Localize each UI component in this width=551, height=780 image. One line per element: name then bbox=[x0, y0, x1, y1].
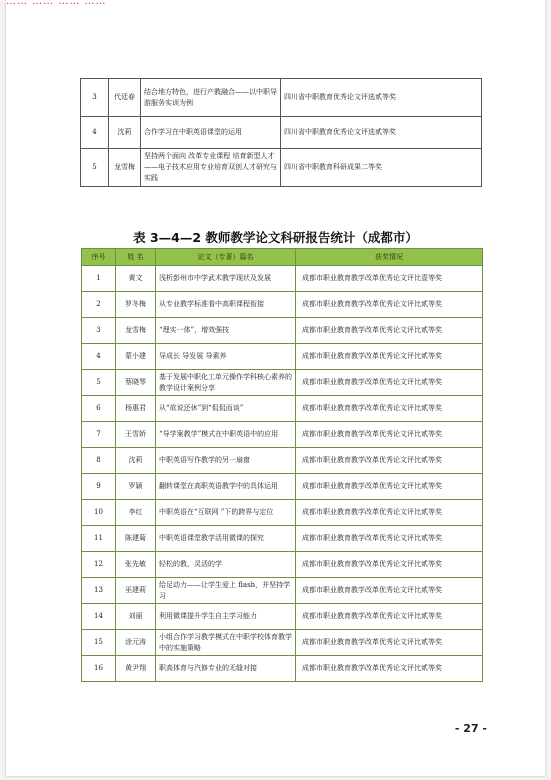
cell-num: 4 bbox=[82, 344, 116, 370]
cell-award: 成都市职业教育教学改革优秀论文评比贰等奖 bbox=[296, 656, 483, 682]
cell-award: 四川省中职教育优秀论文评选贰等奖 bbox=[281, 117, 482, 149]
cell-award: 成都市职业教育教学改革优秀论文评比壹等奖 bbox=[296, 266, 483, 292]
table-row bbox=[82, 448, 483, 474]
cell-name: 黄尹翔 bbox=[116, 656, 156, 682]
cell-num: 13 bbox=[82, 578, 116, 604]
page-number: - 27 - bbox=[454, 722, 487, 735]
chengdu-papers-table bbox=[81, 248, 483, 682]
document-page bbox=[6, 0, 545, 776]
cell-name: 巫建莉 bbox=[116, 578, 156, 604]
header-award: 获奖情况 bbox=[296, 249, 483, 266]
table-row bbox=[82, 552, 483, 578]
cell-num: 1 bbox=[82, 266, 116, 292]
cell-award: 成都市职业教育教学改革优秀论文评比贰等奖 bbox=[296, 630, 483, 656]
page-header-fragment: …… …… …… …… bbox=[6, 0, 107, 7]
cell-title: 结合地方特色，进行产教融合——以中职导游服务实训为例 bbox=[141, 79, 281, 117]
cell-award: 四川省中职教育优秀论文评选贰等奖 bbox=[281, 79, 482, 117]
top-awards-table bbox=[80, 78, 482, 187]
cell-name: 代廷春 bbox=[109, 79, 141, 117]
cell-name: 龙雪梅 bbox=[109, 149, 141, 187]
cell-title: 利用微课提升学生自主学习能力 bbox=[156, 604, 296, 630]
cell-name: 沈莉 bbox=[116, 448, 156, 474]
cell-num: 7 bbox=[82, 422, 116, 448]
cell-award: 成都市职业教育教学改革优秀论文评比贰等奖 bbox=[296, 474, 483, 500]
cell-title: 给足动力——让学生爱上 flash，并坚持学习 bbox=[156, 578, 296, 604]
table-row bbox=[82, 526, 483, 552]
table-row bbox=[82, 604, 483, 630]
header-num: 序号 bbox=[82, 249, 116, 266]
table-row bbox=[81, 149, 482, 187]
table-row bbox=[82, 370, 483, 396]
cell-title: “理实一体”，增效强技 bbox=[156, 318, 296, 344]
cell-num: 4 bbox=[81, 117, 109, 149]
cell-num: 11 bbox=[82, 526, 116, 552]
cell-title: 职高体育与汽修专业的无缝对接 bbox=[156, 656, 296, 682]
table-row bbox=[82, 344, 483, 370]
table-row bbox=[82, 656, 483, 682]
cell-title: 中职英语写作教学的另一扇窗 bbox=[156, 448, 296, 474]
cell-award: 成都市职业教育教学改革优秀论文评比贰等奖 bbox=[296, 500, 483, 526]
cell-title: 从专业教学标准看中高职课程衔接 bbox=[156, 292, 296, 318]
cell-num: 8 bbox=[82, 448, 116, 474]
cell-award: 成都市职业教育教学改革优秀论文评比贰等奖 bbox=[296, 292, 483, 318]
table-row bbox=[81, 117, 482, 149]
table-row bbox=[82, 422, 483, 448]
cell-title: 合作学习在中职英语课堂的运用 bbox=[141, 117, 281, 149]
cell-name: 黄文 bbox=[116, 266, 156, 292]
cell-title: 小组合作学习教学模式在中职学校体育教学中的实施策略 bbox=[156, 630, 296, 656]
cell-title: 轻松的教，灵活的学 bbox=[156, 552, 296, 578]
table-row bbox=[82, 396, 483, 422]
cell-num: 2 bbox=[82, 292, 116, 318]
cell-num: 6 bbox=[82, 396, 116, 422]
cell-title: 坚持两个面向 改革专业课程 培育新型人才——电子技术应用专业培育双创人才研究与实践 bbox=[141, 149, 281, 187]
cell-award: 成都市职业教育教学改革优秀论文评比贰等奖 bbox=[296, 318, 483, 344]
cell-award: 四川省中职教育科研成果二等奖 bbox=[281, 149, 482, 187]
cell-award: 成都市职业教育教学改革优秀论文评比贰等奖 bbox=[296, 526, 483, 552]
cell-name: 陈建菊 bbox=[116, 526, 156, 552]
table-header-row bbox=[82, 249, 483, 266]
cell-award: 成都市职业教育教学改革优秀论文评比贰等奖 bbox=[296, 422, 483, 448]
cell-num: 12 bbox=[82, 552, 116, 578]
header-name: 姓 名 bbox=[116, 249, 156, 266]
cell-name: 张先敏 bbox=[116, 552, 156, 578]
cell-title: 翻转课堂在高职英语教学中的具体运用 bbox=[156, 474, 296, 500]
cell-award: 成都市职业教育教学改革优秀论文评比贰等奖 bbox=[296, 604, 483, 630]
cell-name: 李红 bbox=[116, 500, 156, 526]
cell-num: 15 bbox=[82, 630, 116, 656]
cell-num: 5 bbox=[81, 149, 109, 187]
cell-name: 沈莉 bbox=[109, 117, 141, 149]
cell-award: 成都市职业教育教学改革优秀论文评比贰等奖 bbox=[296, 370, 483, 396]
table-row bbox=[82, 292, 483, 318]
cell-name: 王雪娇 bbox=[116, 422, 156, 448]
cell-num: 3 bbox=[81, 79, 109, 117]
cell-num: 5 bbox=[82, 370, 116, 396]
header-title: 论文（专著）篇名 bbox=[156, 249, 296, 266]
cell-name: 龙雪梅 bbox=[116, 318, 156, 344]
cell-title: 浅析彭州市中学武术教学现状及发展 bbox=[156, 266, 296, 292]
cell-num: 9 bbox=[82, 474, 116, 500]
table-row bbox=[82, 500, 483, 526]
cell-title: 中职英语课堂教学活用微课的探究 bbox=[156, 526, 296, 552]
cell-award: 成都市职业教育教学改革优秀论文评比贰等奖 bbox=[296, 578, 483, 604]
table-row bbox=[81, 79, 482, 117]
table-row bbox=[82, 578, 483, 604]
cell-name: 刘丽 bbox=[116, 604, 156, 630]
cell-num: 16 bbox=[82, 656, 116, 682]
table-row bbox=[82, 630, 483, 656]
cell-title: 中职英语在“互联网 ”下的跨界与定位 bbox=[156, 500, 296, 526]
cell-title: 基于发展中职化工单元操作学科核心素养的教学设计案例分享 bbox=[156, 370, 296, 396]
cell-award: 成都市职业教育教学改革优秀论文评比贰等奖 bbox=[296, 552, 483, 578]
cell-num: 10 bbox=[82, 500, 116, 526]
table-row bbox=[82, 474, 483, 500]
table-row bbox=[82, 266, 483, 292]
cell-name: 蔡晓琴 bbox=[116, 370, 156, 396]
cell-name: 蒙小建 bbox=[116, 344, 156, 370]
cell-award: 成都市职业教育教学改革优秀论文评比贰等奖 bbox=[296, 448, 483, 474]
cell-title: 从“欲说还休”到“侃侃而谈” bbox=[156, 396, 296, 422]
cell-name: 杨惠君 bbox=[116, 396, 156, 422]
cell-title: 导成长 导发展 导素养 bbox=[156, 344, 296, 370]
cell-num: 14 bbox=[82, 604, 116, 630]
table-caption: 表 3—4—2 教师教学论文科研报告统计（成都市） bbox=[133, 230, 418, 245]
cell-name: 罗冬梅 bbox=[116, 292, 156, 318]
cell-name: 涂元涛 bbox=[116, 630, 156, 656]
cell-name: 罗颖 bbox=[116, 474, 156, 500]
cell-award: 成都市职业教育教学改革优秀论文评比贰等奖 bbox=[296, 344, 483, 370]
cell-num: 3 bbox=[82, 318, 116, 344]
table-row bbox=[82, 318, 483, 344]
cell-title: “导学案教学”模式在中职英语中的应用 bbox=[156, 422, 296, 448]
cell-award: 成都市职业教育教学改革优秀论文评比贰等奖 bbox=[296, 396, 483, 422]
